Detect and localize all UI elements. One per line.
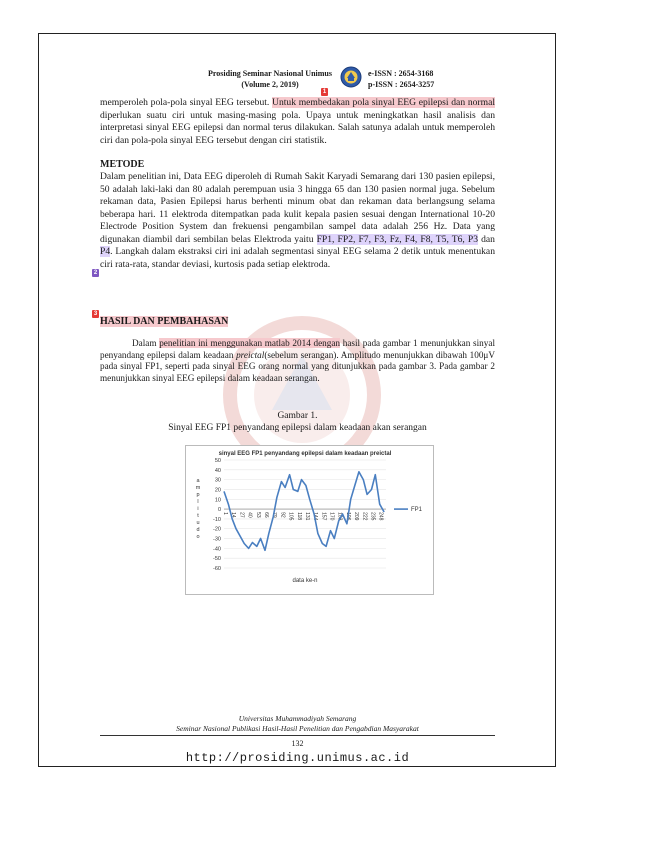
page-footer (100, 714, 495, 734)
y-tick-label: -20 (213, 526, 221, 533)
highlight-2b[interactable]: P4 (100, 246, 111, 257)
intro-text-b: diperlukan suatu ciri untuk masing-masing pola. Upaya untuk meningkatkan hasil analisis dan interpretasi sinyal EEG epilepsi dan normal terus dilakukan. Salah satunya adalah untuk memperoleh ciri dan pola-pola sinyal EEG tersebut dengan ciri statistik. (100, 109, 495, 146)
intro-paragraph (100, 97, 495, 147)
x-tick-label: 105 (287, 512, 294, 521)
section-heading-metode: METODE (100, 159, 145, 170)
x-tick-label: 183 (336, 512, 343, 521)
journal-volume: (Volume 2, 2019) (241, 80, 299, 89)
page-number: 132 (291, 739, 304, 748)
x-tick-label: 53 (254, 512, 261, 518)
footer-seminar: Seminar Nasional Publikasi Hasil-Hasil Penelitian dan Pengabdian Masyarakat (176, 724, 419, 733)
y-tick-label: -40 (213, 546, 221, 553)
figure-title: Sinyal EEG FP1 penyandang epilepsi dalam keadaan akan serangan (168, 423, 427, 433)
y-tick-label: 10 (214, 497, 221, 504)
x-tick-label: 66 (262, 512, 269, 518)
x-tick-label: 235 (369, 512, 376, 521)
y-tick-label: 30 (214, 477, 221, 484)
highlight-4[interactable]: penelitian ini menggunakan matlab 2014 dengan (159, 338, 341, 348)
x-tick-label: 196 (344, 512, 351, 521)
issn-block (368, 68, 434, 90)
y-axis-label-char: m (195, 485, 201, 491)
x-axis-label: data ke-n (292, 578, 318, 584)
y-tick-label: 50 (214, 458, 221, 464)
y-axis-label-char: t (197, 513, 199, 519)
x-tick-label: 1 (222, 512, 228, 515)
x-tick-label: 118 (295, 512, 302, 521)
y-axis-label-char: l (197, 499, 199, 505)
y-axis-label-char: o (196, 534, 200, 540)
x-tick-label: 40 (246, 512, 253, 518)
y-tick-label: -50 (213, 556, 221, 563)
x-tick-label: 14 (230, 512, 237, 518)
section-heading-hasil (100, 316, 228, 327)
x-tick-label: 209 (353, 512, 360, 521)
y-tick-label: 40 (214, 467, 221, 474)
eissn: e-ISSN : 2654-3168 (368, 69, 434, 78)
highlight-1[interactable]: Untuk membedakan pola sinyal EEG epilepsi dan normal (272, 97, 495, 108)
proceedings-url[interactable]: http://prosiding.unimus.ac.id (185, 751, 410, 765)
intro-text-a: memperoleh pola-pola sinyal EEG tersebut. (100, 97, 273, 108)
figure-number: Gambar 1. (277, 411, 318, 421)
figure-caption (100, 410, 495, 434)
y-axis-label-char: a (196, 478, 200, 484)
y-tick-label: -60 (213, 566, 221, 572)
journal-title (190, 68, 350, 90)
y-tick-label: -10 (213, 516, 221, 523)
x-tick-label: 131 (303, 512, 310, 521)
y-axis-label-char: p (196, 492, 200, 498)
metode-text-b: dan (478, 233, 495, 245)
eeg-chart (185, 445, 434, 595)
legend-label-fp1: FP1 (411, 507, 423, 514)
x-tick-label: 170 (328, 512, 335, 521)
metode-paragraph (100, 171, 495, 271)
pissn: p-ISSN : 2654-3257 (368, 80, 435, 89)
y-tick-label: 0 (217, 507, 221, 514)
x-tick-label: 27 (238, 512, 245, 518)
x-tick-label: 144 (312, 512, 319, 521)
x-tick-label: 248 (377, 512, 384, 521)
annotation-marker-2[interactable]: 2 (93, 270, 98, 276)
footer-university: Universitas Muhammadiyah Semarang (238, 714, 357, 723)
y-axis-label-char: u (196, 520, 200, 526)
x-tick-label: 79 (271, 512, 278, 518)
annotation-marker-3[interactable]: 3 (93, 311, 98, 317)
hasil-text-b: hasil pada gambar 1 menunjukkan sinyal penyandang epilepsi dalam keadaan (100, 338, 495, 360)
x-tick-label: 157 (320, 512, 327, 521)
y-axis-label-char: i (197, 506, 199, 512)
hasil-italic-term: preictal (236, 349, 265, 360)
eeg-chart-svg (186, 446, 433, 594)
footer-divider (100, 735, 495, 736)
x-tick-label: 222 (361, 512, 368, 521)
x-tick-label: 92 (279, 512, 286, 518)
annotation-marker-1[interactable]: 1 (322, 89, 327, 95)
journal-title-line1: Prosiding Seminar Nasional Unimus (208, 69, 332, 78)
hasil-text-c: (sebelum serangan). Amplitudo menunjukkan dibawah 100μV pada sinyal FP1, seperti pada sinyal EEG orang normal yang ditunjukkan pada gambar 3. Pada gambar 2 menunjukkan sinyal EEG epilepsi dalam keadaan serangan. (100, 349, 495, 383)
metode-text-a: Dalam penelitian ini, Data EEG diperoleh di Rumah Sakit Karyadi Semarang dari 130 pasien epilepsi, 50 adalah laki-laki dan 80 adalah perempuan usia 3 hingga 65 dan 130 pasien normal juga. Sebelum rekaman data, Pasien Epilepsi harus berhenti minum obat dan rekaman data berlangsung selama beberapa hari. 11 elektroda ditempatkan pada kulit kepala pasien sesuai dengan International 10-20 Electrode Position System dan frekuensi pengambilan sampel data adalah 256 Hz. Data yang digunakan diambil dari sembilan belas Elektroda yaitu (100, 171, 495, 245)
highlight-3[interactable]: HASIL DAN PEMBAHASAN (100, 316, 229, 327)
y-tick-label: 20 (214, 487, 221, 494)
highlight-2[interactable]: FP1, FP2, F7, F3, Fz, F4, F8, T5, T6, P3 (316, 233, 479, 245)
y-tick-label: -30 (213, 536, 221, 543)
chart-title: sinyal EEG FP1 penyandang epilepsi dalam keadaan preictal (218, 451, 392, 457)
y-axis-label-char: d (196, 527, 200, 533)
hasil-text-a: Dalam (132, 338, 160, 348)
hasil-paragraph (100, 338, 495, 384)
metode-text-c: . Langkah dalam ekstraksi ciri ini adalah segmentasi sinyal EEG selama 2 detik untuk menentukan ciri rata-rata, standar deviasi, kurtosis pada setiap elektroda. (100, 246, 495, 270)
university-logo-icon (340, 66, 362, 88)
